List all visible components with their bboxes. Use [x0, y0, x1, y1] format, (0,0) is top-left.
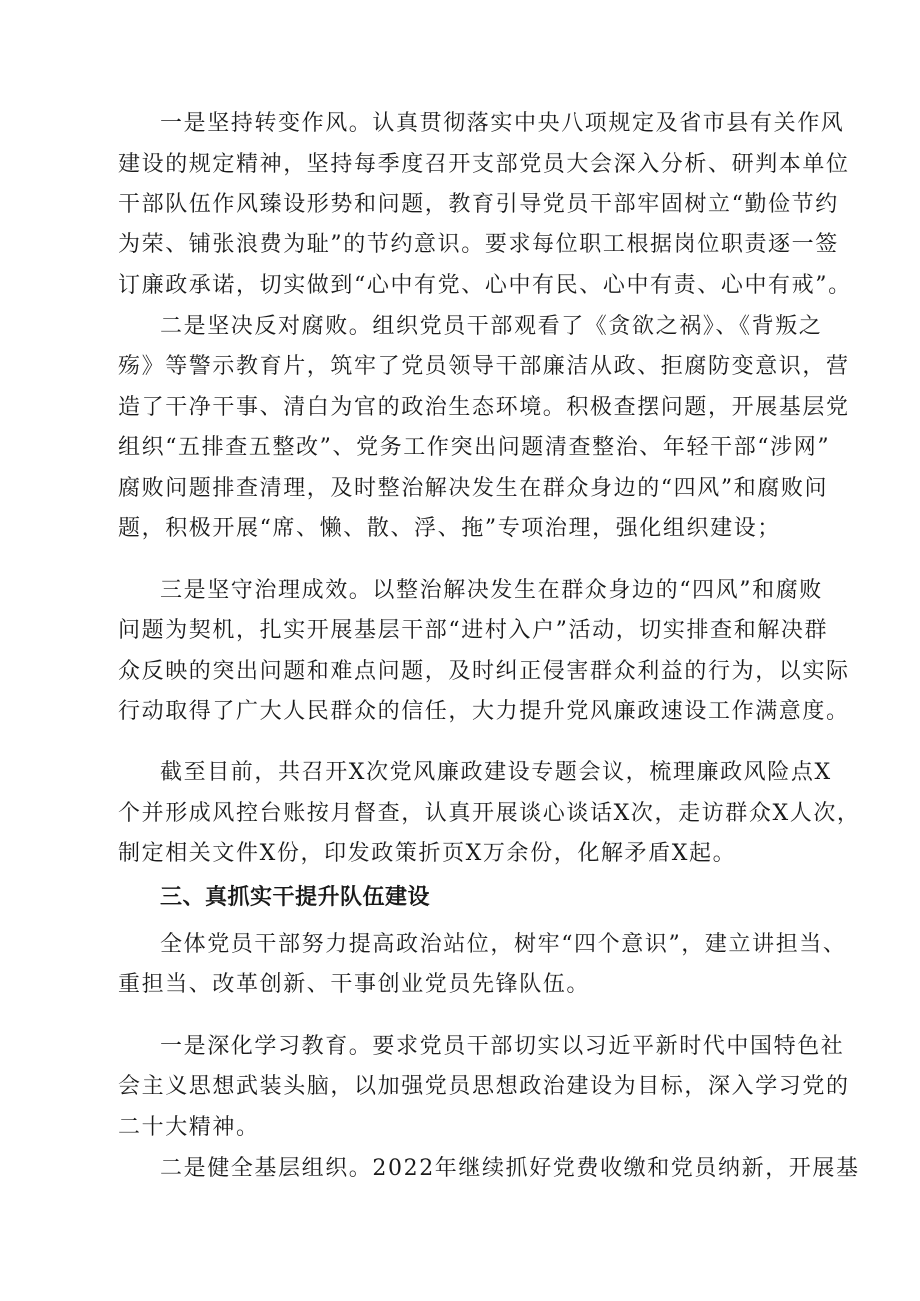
paragraph-line: 重担当、改革创新、干事创业党员先锋队伍。	[118, 972, 591, 997]
paragraph-line: 订廉政承诺，切实做到“心中有党、心中有民、心中有责、心中有戒”。	[118, 273, 852, 298]
paragraph-line: 题，积极开展“席、懒、散、浮、拖”专项治理，强化组织建设；	[118, 516, 781, 541]
paragraph-line: 一是坚持转变作风。认真贯彻落实中央八项规定及省市县有关作风	[160, 111, 845, 136]
paragraph-line: 个并形成风控台账按月督查，认真开展谈心谈话X次，走访群众X人次，	[118, 801, 861, 826]
paragraph-line: 殇》等警示教育片，筑牢了党员领导干部廉洁从政、拒腐防变意识，营	[118, 354, 850, 379]
paragraph-line: 腐败问题排查清理，及时整治解决发生在群众身边的“四风”和腐败问	[118, 476, 829, 501]
paragraph-line: 行动取得了广大人民群众的信任，大力提升党风廉政速设工作满意度。	[118, 699, 850, 724]
paragraph-line: 会主义思想武装头脑，以加强党员思想政治建设为目标，深入学习党的	[118, 1074, 850, 1099]
section-heading: 三、真抓实干提升队伍建设	[160, 885, 431, 910]
paragraph-line: 制定相关文件X份，印发政策折页X万余份，化解矛盾X起。	[118, 841, 737, 866]
paragraph-line: 众反映的突出问题和难点问题，及时纠正侵害群众利益的行为，以实际	[118, 659, 850, 684]
paragraph-line: 为荣、铺张浪费为耻”的节约意识。要求每位职工根据岗位职责逐一签	[118, 232, 839, 257]
paragraph-line: 二是坚决反对腐败。组织党员干部观看了《贪欲之祸》、《背叛之	[160, 314, 823, 339]
paragraph-line: 截至目前，共召开X次党风廉政建设专题会议，梳理廉政风险点X	[160, 760, 832, 785]
paragraph-line: 二是健全基层组织。2022年继续抓好党费收缴和党员纳新，开展基	[160, 1156, 860, 1181]
paragraph-line: 二十大精神。	[118, 1115, 260, 1140]
paragraph-line: 造了干净干事、清白为官的政治生态环境。积极查摆问题，开展基层党	[118, 395, 850, 420]
paragraph-line: 干部队伍作风臻设形势和问题，教育引导党员干部牢固树立“勤俭节约	[118, 192, 839, 217]
paragraph-line: 三是坚守治理成效。以整治解决发生在群众身边的“四风”和腐败	[160, 578, 823, 603]
paragraph-line: 全体党员干部努力提高政治站位，树牢“四个意识”，建立讲担当、	[160, 932, 847, 957]
paragraph-line: 问题为契机，扎实开展基层干部“进村入户”活动，切实排查和解决群	[118, 618, 829, 643]
paragraph-line: 组织“五排查五整改”、党务工作突出问题清查整治、年轻干部“涉网”	[118, 435, 831, 460]
paragraph-line: 建设的规定精神，坚持每季度召开支部党员大会深入分析、研判本单位	[118, 152, 850, 177]
paragraph-line: 一是深化学习教育。要求党员干部切实以习近平新时代中国特色社	[160, 1034, 845, 1059]
